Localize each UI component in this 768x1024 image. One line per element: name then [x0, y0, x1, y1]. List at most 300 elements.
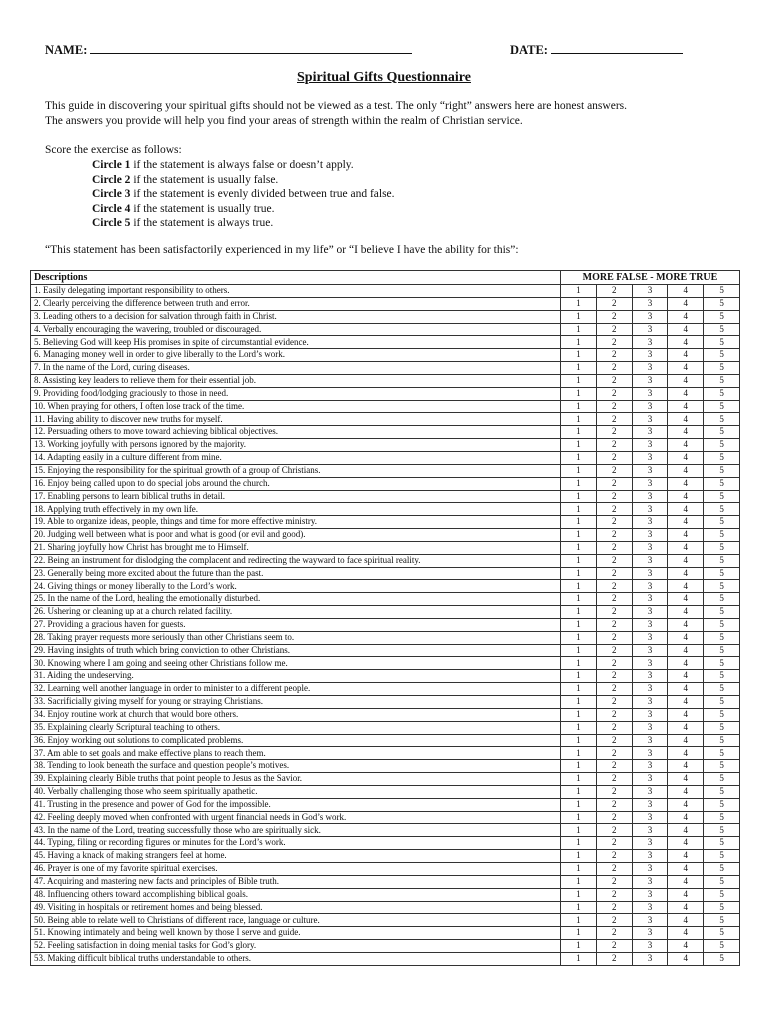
rating-option-3[interactable]: 3 — [632, 529, 668, 542]
rating-option-3[interactable]: 3 — [632, 850, 668, 863]
table-row — [31, 927, 740, 940]
table-row — [31, 850, 740, 863]
statement-text: 24. Giving things or money liberally to the Lord’s work. — [31, 580, 561, 593]
rating-option-5[interactable]: 5 — [704, 657, 740, 670]
rating-option-3[interactable]: 3 — [632, 862, 668, 875]
rating-option-4[interactable]: 4 — [668, 734, 704, 747]
rating-option-2[interactable]: 2 — [596, 593, 632, 606]
rating-option-5[interactable]: 5 — [704, 888, 740, 901]
rating-option-2[interactable]: 2 — [596, 529, 632, 542]
rating-option-4[interactable]: 4 — [668, 773, 704, 786]
rating-option-4[interactable]: 4 — [668, 670, 704, 683]
rating-option-4[interactable]: 4 — [668, 914, 704, 927]
rating-option-1[interactable]: 1 — [561, 734, 597, 747]
rating-option-4[interactable]: 4 — [668, 362, 704, 375]
name-label: NAME: — [45, 43, 88, 57]
rating-option-2[interactable]: 2 — [596, 696, 632, 709]
rating-option-1[interactable]: 1 — [561, 362, 597, 375]
intro-line: The answers you provide will help you find your areas of strength within the realm of Christian service. — [45, 115, 523, 127]
statement-text: 17. Enabling persons to learn biblical truths in detail. — [31, 490, 561, 503]
rating-option-3[interactable]: 3 — [632, 554, 668, 567]
rating-option-4[interactable]: 4 — [668, 901, 704, 914]
rating-option-3[interactable]: 3 — [632, 439, 668, 452]
rating-option-4[interactable]: 4 — [668, 387, 704, 400]
rating-option-2[interactable]: 2 — [596, 721, 632, 734]
rating-option-3[interactable]: 3 — [632, 323, 668, 336]
rating-option-1[interactable]: 1 — [561, 862, 597, 875]
rating-option-5[interactable]: 5 — [704, 940, 740, 953]
rating-option-2[interactable]: 2 — [596, 824, 632, 837]
rating-option-5[interactable]: 5 — [704, 721, 740, 734]
rating-option-1[interactable]: 1 — [561, 747, 597, 760]
rating-option-1[interactable]: 1 — [561, 683, 597, 696]
rating-option-2[interactable]: 2 — [596, 952, 632, 965]
rating-option-1[interactable]: 1 — [561, 888, 597, 901]
scoring-rule-label: Circle 4 — [92, 202, 131, 215]
rating-option-4[interactable]: 4 — [668, 760, 704, 773]
rating-option-5[interactable]: 5 — [704, 952, 740, 965]
rating-option-4[interactable]: 4 — [668, 696, 704, 709]
rating-option-4[interactable]: 4 — [668, 323, 704, 336]
rating-option-4[interactable]: 4 — [668, 618, 704, 631]
rating-option-3[interactable]: 3 — [632, 734, 668, 747]
table-row — [31, 362, 740, 375]
rating-option-2[interactable]: 2 — [596, 580, 632, 593]
rating-option-5[interactable]: 5 — [704, 580, 740, 593]
rating-option-1[interactable]: 1 — [561, 824, 597, 837]
statement-text: 40. Verbally challenging those who seem spiritually apathetic. — [31, 785, 561, 798]
rating-option-3[interactable]: 3 — [632, 516, 668, 529]
rating-option-4[interactable]: 4 — [668, 837, 704, 850]
rating-option-2[interactable]: 2 — [596, 901, 632, 914]
rating-option-5[interactable]: 5 — [704, 349, 740, 362]
rating-option-4[interactable]: 4 — [668, 400, 704, 413]
rating-option-5[interactable]: 5 — [704, 426, 740, 439]
rating-option-3[interactable]: 3 — [632, 811, 668, 824]
rating-option-1[interactable]: 1 — [561, 708, 597, 721]
rating-option-3[interactable]: 3 — [632, 837, 668, 850]
rating-option-2[interactable]: 2 — [596, 747, 632, 760]
rating-option-1[interactable]: 1 — [561, 426, 597, 439]
rating-option-3[interactable]: 3 — [632, 670, 668, 683]
rating-option-5[interactable]: 5 — [704, 875, 740, 888]
rating-option-5[interactable]: 5 — [704, 477, 740, 490]
rating-option-3[interactable]: 3 — [632, 631, 668, 644]
rating-option-2[interactable]: 2 — [596, 734, 632, 747]
rating-option-5[interactable]: 5 — [704, 747, 740, 760]
scoring-rule-text: if the statement is always false or doesn’t apply. — [130, 159, 354, 171]
rating-option-2[interactable]: 2 — [596, 490, 632, 503]
rating-option-1[interactable]: 1 — [561, 901, 597, 914]
table-row — [31, 708, 740, 721]
rating-option-5[interactable]: 5 — [704, 400, 740, 413]
rating-option-5[interactable]: 5 — [704, 541, 740, 554]
rating-option-4[interactable]: 4 — [668, 644, 704, 657]
rating-option-1[interactable]: 1 — [561, 503, 597, 516]
rating-option-3[interactable]: 3 — [632, 824, 668, 837]
rating-option-5[interactable]: 5 — [704, 618, 740, 631]
rating-option-4[interactable]: 4 — [668, 657, 704, 670]
rating-option-1[interactable]: 1 — [561, 541, 597, 554]
rating-option-1[interactable]: 1 — [561, 554, 597, 567]
rating-option-1[interactable]: 1 — [561, 285, 597, 298]
rating-option-5[interactable]: 5 — [704, 837, 740, 850]
name-blank-line[interactable] — [90, 42, 412, 54]
scoring-rule-text: if the statement is usually true. — [130, 202, 275, 215]
table-row — [31, 631, 740, 644]
rating-option-5[interactable]: 5 — [704, 516, 740, 529]
rating-option-3[interactable]: 3 — [632, 798, 668, 811]
rating-option-3[interactable]: 3 — [632, 952, 668, 965]
rating-option-4[interactable]: 4 — [668, 541, 704, 554]
rating-option-3[interactable]: 3 — [632, 580, 668, 593]
rating-option-4[interactable]: 4 — [668, 811, 704, 824]
rating-option-2[interactable]: 2 — [596, 349, 632, 362]
rating-option-3[interactable]: 3 — [632, 618, 668, 631]
rating-option-4[interactable]: 4 — [668, 297, 704, 310]
rating-option-2[interactable]: 2 — [596, 541, 632, 554]
rating-option-2[interactable]: 2 — [596, 567, 632, 580]
rating-option-2[interactable]: 2 — [596, 413, 632, 426]
rating-option-2[interactable]: 2 — [596, 708, 632, 721]
statement-prompt: “This statement has been satisfactorily experienced in my life” or “I believe I have the ability for this”: — [45, 244, 519, 256]
rating-option-3[interactable]: 3 — [632, 901, 668, 914]
rating-option-3[interactable]: 3 — [632, 400, 668, 413]
rating-option-5[interactable]: 5 — [704, 785, 740, 798]
rating-option-4[interactable]: 4 — [668, 888, 704, 901]
rating-option-3[interactable]: 3 — [632, 875, 668, 888]
rating-option-1[interactable]: 1 — [561, 721, 597, 734]
rating-option-3[interactable]: 3 — [632, 657, 668, 670]
rating-option-4[interactable]: 4 — [668, 580, 704, 593]
rating-option-4[interactable]: 4 — [668, 310, 704, 323]
rating-option-4[interactable]: 4 — [668, 952, 704, 965]
rating-option-5[interactable]: 5 — [704, 708, 740, 721]
rating-option-1[interactable]: 1 — [561, 670, 597, 683]
rating-option-2[interactable]: 2 — [596, 516, 632, 529]
rating-option-4[interactable]: 4 — [668, 349, 704, 362]
rating-option-3[interactable]: 3 — [632, 593, 668, 606]
rating-option-4[interactable]: 4 — [668, 529, 704, 542]
rating-option-5[interactable]: 5 — [704, 297, 740, 310]
rating-option-4[interactable]: 4 — [668, 374, 704, 387]
rating-option-1[interactable]: 1 — [561, 323, 597, 336]
statement-text: 29. Having insights of truth which bring conviction to other Christians. — [31, 644, 561, 657]
rating-option-1[interactable]: 1 — [561, 952, 597, 965]
rating-option-4[interactable]: 4 — [668, 708, 704, 721]
rating-option-3[interactable]: 3 — [632, 374, 668, 387]
rating-option-1[interactable]: 1 — [561, 606, 597, 619]
rating-option-3[interactable]: 3 — [632, 773, 668, 786]
rating-option-5[interactable]: 5 — [704, 811, 740, 824]
rating-option-5[interactable]: 5 — [704, 606, 740, 619]
statement-text: 12. Persuading others to move toward achieving biblical objectives. — [31, 426, 561, 439]
table-row — [31, 567, 740, 580]
rating-option-1[interactable]: 1 — [561, 400, 597, 413]
rating-option-4[interactable]: 4 — [668, 785, 704, 798]
rating-option-5[interactable]: 5 — [704, 593, 740, 606]
rating-option-4[interactable]: 4 — [668, 862, 704, 875]
rating-option-3[interactable]: 3 — [632, 413, 668, 426]
rating-option-3[interactable]: 3 — [632, 387, 668, 400]
rating-option-2[interactable]: 2 — [596, 618, 632, 631]
rating-option-2[interactable]: 2 — [596, 439, 632, 452]
rating-option-4[interactable]: 4 — [668, 850, 704, 863]
intro-text — [45, 99, 745, 129]
rating-option-4[interactable]: 4 — [668, 631, 704, 644]
rating-option-3[interactable]: 3 — [632, 451, 668, 464]
rating-option-4[interactable]: 4 — [668, 567, 704, 580]
rating-option-2[interactable]: 2 — [596, 644, 632, 657]
rating-option-2[interactable]: 2 — [596, 760, 632, 773]
rating-option-4[interactable]: 4 — [668, 798, 704, 811]
rating-option-2[interactable]: 2 — [596, 503, 632, 516]
rating-option-1[interactable]: 1 — [561, 940, 597, 953]
rating-option-3[interactable]: 3 — [632, 760, 668, 773]
rating-option-2[interactable]: 2 — [596, 323, 632, 336]
rating-option-2[interactable]: 2 — [596, 297, 632, 310]
rating-option-1[interactable]: 1 — [561, 914, 597, 927]
rating-option-2[interactable]: 2 — [596, 875, 632, 888]
rating-option-2[interactable]: 2 — [596, 670, 632, 683]
rating-option-5[interactable]: 5 — [704, 914, 740, 927]
rating-option-2[interactable]: 2 — [596, 798, 632, 811]
rating-option-3[interactable]: 3 — [632, 721, 668, 734]
rating-option-4[interactable]: 4 — [668, 503, 704, 516]
rating-option-5[interactable]: 5 — [704, 387, 740, 400]
rating-option-1[interactable]: 1 — [561, 593, 597, 606]
rating-option-5[interactable]: 5 — [704, 862, 740, 875]
rating-option-5[interactable]: 5 — [704, 439, 740, 452]
rating-option-1[interactable]: 1 — [561, 580, 597, 593]
rating-option-1[interactable]: 1 — [561, 631, 597, 644]
rating-option-4[interactable]: 4 — [668, 516, 704, 529]
rating-option-1[interactable]: 1 — [561, 773, 597, 786]
rating-option-3[interactable]: 3 — [632, 606, 668, 619]
rating-option-4[interactable]: 4 — [668, 683, 704, 696]
rating-option-5[interactable]: 5 — [704, 374, 740, 387]
rating-option-1[interactable]: 1 — [561, 696, 597, 709]
rating-option-5[interactable]: 5 — [704, 503, 740, 516]
rating-option-2[interactable]: 2 — [596, 606, 632, 619]
rating-option-5[interactable]: 5 — [704, 567, 740, 580]
rating-option-5[interactable]: 5 — [704, 670, 740, 683]
rating-option-1[interactable]: 1 — [561, 811, 597, 824]
rating-option-2[interactable]: 2 — [596, 837, 632, 850]
rating-option-5[interactable]: 5 — [704, 927, 740, 940]
rating-option-2[interactable]: 2 — [596, 683, 632, 696]
statement-text: 52. Feeling satisfaction in doing menial tasks for God’s glory. — [31, 940, 561, 953]
rating-option-1[interactable]: 1 — [561, 516, 597, 529]
rating-option-1[interactable]: 1 — [561, 798, 597, 811]
rating-option-1[interactable]: 1 — [561, 567, 597, 580]
rating-option-4[interactable]: 4 — [668, 439, 704, 452]
rating-option-5[interactable]: 5 — [704, 798, 740, 811]
rating-option-5[interactable]: 5 — [704, 734, 740, 747]
rating-option-4[interactable]: 4 — [668, 721, 704, 734]
rating-option-3[interactable]: 3 — [632, 464, 668, 477]
rating-option-5[interactable]: 5 — [704, 683, 740, 696]
statement-text: 43. In the name of the Lord, treating successfully those who are spiritually sick. — [31, 824, 561, 837]
rating-option-1[interactable]: 1 — [561, 310, 597, 323]
rating-option-5[interactable]: 5 — [704, 413, 740, 426]
rating-option-1[interactable]: 1 — [561, 529, 597, 542]
statement-text: 10. When praying for others, I often lose track of the time. — [31, 400, 561, 413]
rating-option-3[interactable]: 3 — [632, 914, 668, 927]
rating-option-5[interactable]: 5 — [704, 850, 740, 863]
rating-option-2[interactable]: 2 — [596, 914, 632, 927]
rating-option-1[interactable]: 1 — [561, 336, 597, 349]
statement-text: 44. Typing, filing or recording figures or minutes for the Lord’s work. — [31, 837, 561, 850]
rating-option-1[interactable]: 1 — [561, 349, 597, 362]
rating-option-3[interactable]: 3 — [632, 927, 668, 940]
rating-option-3[interactable]: 3 — [632, 683, 668, 696]
rating-option-4[interactable]: 4 — [668, 554, 704, 567]
rating-option-1[interactable]: 1 — [561, 297, 597, 310]
rating-option-3[interactable]: 3 — [632, 888, 668, 901]
rating-option-1[interactable]: 1 — [561, 785, 597, 798]
table-row — [31, 336, 740, 349]
rating-option-1[interactable]: 1 — [561, 439, 597, 452]
statement-text: 16. Enjoy being called upon to do special jobs around the church. — [31, 477, 561, 490]
rating-option-5[interactable]: 5 — [704, 490, 740, 503]
rating-option-1[interactable]: 1 — [561, 464, 597, 477]
rating-option-4[interactable]: 4 — [668, 940, 704, 953]
rating-option-4[interactable]: 4 — [668, 426, 704, 439]
rating-option-5[interactable]: 5 — [704, 310, 740, 323]
rating-option-1[interactable]: 1 — [561, 837, 597, 850]
rating-option-5[interactable]: 5 — [704, 901, 740, 914]
rating-option-3[interactable]: 3 — [632, 503, 668, 516]
name-field[interactable] — [45, 42, 412, 58]
rating-option-3[interactable]: 3 — [632, 567, 668, 580]
rating-option-2[interactable]: 2 — [596, 387, 632, 400]
rating-option-4[interactable]: 4 — [668, 451, 704, 464]
rating-option-1[interactable]: 1 — [561, 875, 597, 888]
rating-option-3[interactable]: 3 — [632, 362, 668, 375]
rating-option-2[interactable]: 2 — [596, 400, 632, 413]
rating-option-2[interactable]: 2 — [596, 374, 632, 387]
rating-option-1[interactable]: 1 — [561, 413, 597, 426]
rating-option-1[interactable]: 1 — [561, 477, 597, 490]
rating-option-2[interactable]: 2 — [596, 850, 632, 863]
rating-option-5[interactable]: 5 — [704, 336, 740, 349]
rating-option-2[interactable]: 2 — [596, 336, 632, 349]
rating-option-3[interactable]: 3 — [632, 297, 668, 310]
rating-option-3[interactable]: 3 — [632, 426, 668, 439]
rating-option-5[interactable]: 5 — [704, 451, 740, 464]
rating-option-4[interactable]: 4 — [668, 490, 704, 503]
rating-option-5[interactable]: 5 — [704, 824, 740, 837]
rating-option-2[interactable]: 2 — [596, 451, 632, 464]
rating-option-4[interactable]: 4 — [668, 875, 704, 888]
rating-option-2[interactable]: 2 — [596, 426, 632, 439]
rating-option-3[interactable]: 3 — [632, 349, 668, 362]
rating-option-2[interactable]: 2 — [596, 554, 632, 567]
rating-option-2[interactable]: 2 — [596, 927, 632, 940]
rating-option-4[interactable]: 4 — [668, 747, 704, 760]
rating-option-2[interactable]: 2 — [596, 362, 632, 375]
rating-option-3[interactable]: 3 — [632, 708, 668, 721]
rating-option-5[interactable]: 5 — [704, 696, 740, 709]
rating-option-2[interactable]: 2 — [596, 631, 632, 644]
rating-option-5[interactable]: 5 — [704, 554, 740, 567]
rating-option-4[interactable]: 4 — [668, 824, 704, 837]
page-title: Spiritual Gifts Questionnaire — [297, 70, 471, 85]
rating-option-2[interactable]: 2 — [596, 811, 632, 824]
rating-option-1[interactable]: 1 — [561, 644, 597, 657]
rating-option-3[interactable]: 3 — [632, 696, 668, 709]
rating-option-5[interactable]: 5 — [704, 285, 740, 298]
rating-option-2[interactable]: 2 — [596, 862, 632, 875]
rating-option-2[interactable]: 2 — [596, 464, 632, 477]
rating-option-1[interactable]: 1 — [561, 760, 597, 773]
rating-option-2[interactable]: 2 — [596, 657, 632, 670]
rating-option-1[interactable]: 1 — [561, 657, 597, 670]
rating-option-3[interactable]: 3 — [632, 285, 668, 298]
rating-option-2[interactable]: 2 — [596, 940, 632, 953]
rating-option-5[interactable]: 5 — [704, 323, 740, 336]
rating-option-5[interactable]: 5 — [704, 773, 740, 786]
scoring-rule — [92, 216, 395, 231]
rating-option-4[interactable]: 4 — [668, 336, 704, 349]
rating-option-3[interactable]: 3 — [632, 541, 668, 554]
rating-option-2[interactable]: 2 — [596, 773, 632, 786]
rating-option-2[interactable]: 2 — [596, 785, 632, 798]
rating-option-3[interactable]: 3 — [632, 644, 668, 657]
table-header-row — [31, 271, 740, 285]
rating-option-2[interactable]: 2 — [596, 477, 632, 490]
rating-option-3[interactable]: 3 — [632, 747, 668, 760]
scoring-rule-label: Circle 1 — [92, 159, 131, 171]
rating-option-4[interactable]: 4 — [668, 927, 704, 940]
rating-option-1[interactable]: 1 — [561, 850, 597, 863]
rating-option-4[interactable]: 4 — [668, 285, 704, 298]
rating-option-5[interactable]: 5 — [704, 631, 740, 644]
rating-option-5[interactable]: 5 — [704, 464, 740, 477]
table-row — [31, 952, 740, 965]
rating-option-3[interactable]: 3 — [632, 336, 668, 349]
date-blank-line[interactable] — [551, 42, 683, 54]
rating-option-5[interactable]: 5 — [704, 760, 740, 773]
rating-option-4[interactable]: 4 — [668, 477, 704, 490]
rating-option-5[interactable]: 5 — [704, 644, 740, 657]
rating-option-4[interactable]: 4 — [668, 413, 704, 426]
rating-option-3[interactable]: 3 — [632, 490, 668, 503]
rating-option-3[interactable]: 3 — [632, 940, 668, 953]
rating-option-4[interactable]: 4 — [668, 606, 704, 619]
rating-option-3[interactable]: 3 — [632, 785, 668, 798]
rating-option-2[interactable]: 2 — [596, 310, 632, 323]
table-row — [31, 657, 740, 670]
rating-option-1[interactable]: 1 — [561, 490, 597, 503]
rating-option-4[interactable]: 4 — [668, 464, 704, 477]
rating-option-2[interactable]: 2 — [596, 888, 632, 901]
table-row — [31, 387, 740, 400]
rating-option-1[interactable]: 1 — [561, 387, 597, 400]
rating-option-3[interactable]: 3 — [632, 310, 668, 323]
rating-option-4[interactable]: 4 — [668, 593, 704, 606]
rating-option-5[interactable]: 5 — [704, 362, 740, 375]
rating-option-3[interactable]: 3 — [632, 477, 668, 490]
rating-option-1[interactable]: 1 — [561, 374, 597, 387]
rating-option-2[interactable]: 2 — [596, 285, 632, 298]
rating-option-1[interactable]: 1 — [561, 451, 597, 464]
date-field[interactable] — [510, 42, 683, 58]
rating-option-5[interactable]: 5 — [704, 529, 740, 542]
rating-option-1[interactable]: 1 — [561, 927, 597, 940]
rating-option-1[interactable]: 1 — [561, 618, 597, 631]
